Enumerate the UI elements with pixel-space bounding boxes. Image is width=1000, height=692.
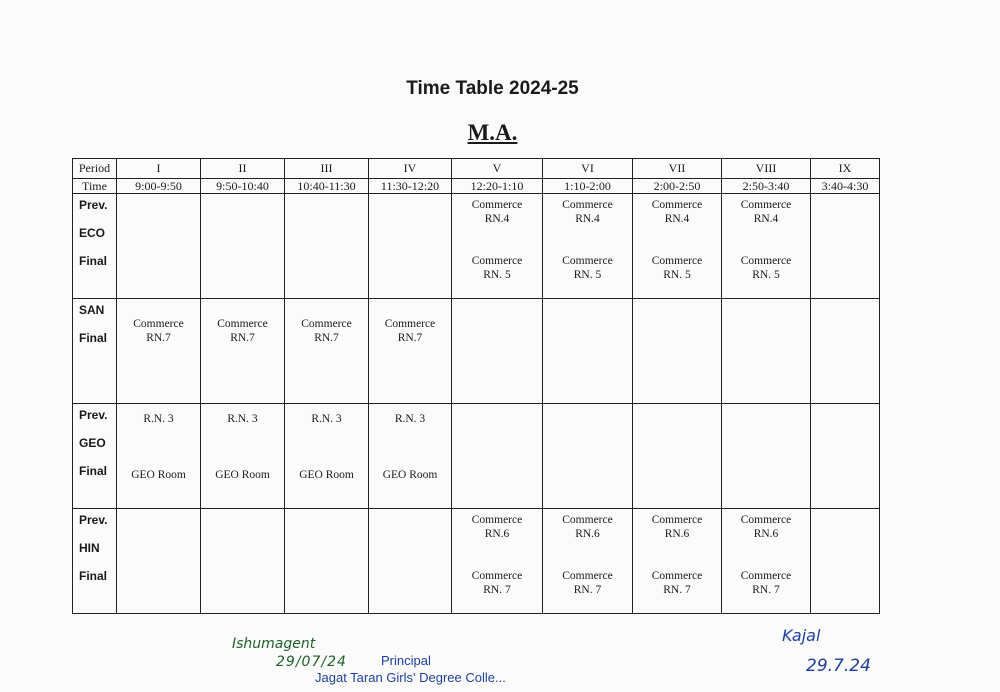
period-header: VII [633,159,722,179]
schedule-cell [811,299,880,404]
period-header: IV [369,159,452,179]
period-header: VIII [722,159,811,179]
subject-label: Final [79,569,108,583]
right-signature-text: Kajal [782,626,821,645]
cell-room-bottom: GEO Room [215,469,270,481]
cell-room-top: Commerce RN.6 [740,514,792,540]
period-label: Period [73,159,117,179]
cell-room-top: R.N. 3 [143,413,174,425]
cell-room-top: Commerce RN.4 [740,199,792,225]
left-signature-date: 29/07/24 [276,654,347,670]
subject-label-cell [73,509,117,614]
schedule-cell [201,509,285,614]
subject-label: Final [79,254,108,268]
schedule-cell [722,509,811,614]
time-slot: 2:50-3:40 [722,179,811,194]
cell-room-top: Commerce RN.6 [651,514,703,540]
subject-label: Final [79,331,108,345]
time-slot: 12:20-1:10 [452,179,543,194]
cell-room-bottom: Commerce RN. 5 [471,255,523,281]
subject-row [73,194,880,299]
schedule-cell [633,299,722,404]
right-signature-date: 29.7.24 [806,656,871,676]
subject-label: Prev. [79,198,108,212]
period-header: I [117,159,201,179]
cell-room-bottom: Commerce RN. 5 [651,255,703,281]
schedule-cell [633,509,722,614]
schedule-cell [722,404,811,509]
cell-room-bottom: Commerce RN. 7 [740,570,792,596]
schedule-cell [633,404,722,509]
principal-title: Principal [381,653,431,668]
time-slot: 9:00-9:50 [117,179,201,194]
page-title: Time Table 2024-25 [406,78,579,99]
period-header: III [285,159,369,179]
time-label: Time [73,179,117,194]
cell-room-bottom: Commerce RN. 5 [562,255,613,281]
schedule-cell [452,404,543,509]
cell-room-bottom: Commerce RN. 7 [651,570,703,596]
college-name: Jagat Taran Girls' Degree Colle... [315,670,506,685]
schedule-cell [201,404,285,509]
schedule-cell [452,509,543,614]
schedule-cell [117,299,201,404]
subject-row [73,509,880,614]
schedule-cell [543,404,633,509]
cell-room-top: Commerce RN.4 [471,199,523,225]
subject-row [73,404,880,509]
cell-room-top: R.N. 3 [311,413,342,425]
cell-room-bottom: GEO Room [131,469,186,481]
time-slot: 10:40-11:30 [285,179,369,194]
schedule-cell [369,404,452,509]
schedule-cell [633,194,722,299]
schedule-cell [452,194,543,299]
header-row [73,159,880,179]
cell-room-top: Commerce RN.7 [217,318,268,344]
schedule-cell [369,194,452,299]
page-subtitle: M.A. [467,120,518,145]
cell-room-top: R.N. 3 [227,413,258,425]
time-slot: 11:30-12:20 [369,179,452,194]
subject-label: GEO [79,436,106,450]
subject-label: ECO [79,226,106,240]
schedule-cell [722,194,811,299]
subject-label-cell [73,299,117,404]
schedule-cell [201,299,285,404]
cell-room-top: Commerce RN.6 [471,514,523,540]
subject-label-cell [73,194,117,299]
subject-row [73,299,880,404]
schedule-cell [285,404,369,509]
schedule-cell [543,299,633,404]
cell-room-bottom: Commerce RN. 7 [471,570,523,596]
schedule-cell [543,194,633,299]
schedule-cell [452,299,543,404]
schedule-cell [369,299,452,404]
period-header: IX [811,159,880,179]
schedule-cell [285,299,369,404]
time-slot: 2:00-2:50 [633,179,722,194]
schedule-cell [722,299,811,404]
time-row [73,179,880,194]
schedule-cell [285,509,369,614]
subject-label: SAN [79,303,105,317]
period-header: V [452,159,543,179]
principal-stamp [315,652,506,686]
cell-room-bottom: GEO Room [299,469,354,481]
left-signature-text: Ishumagent [232,636,316,652]
cell-room-top: Commerce RN.4 [562,199,613,225]
schedule-cell [369,509,452,614]
schedule-cell [117,194,201,299]
subject-label: Prev. [79,513,108,527]
schedule-cell [285,194,369,299]
cell-room-top: Commerce RN.6 [562,514,613,540]
timetable [72,158,880,614]
schedule-cell [117,509,201,614]
cell-room-top: Commerce RN.4 [651,199,703,225]
period-header: VI [543,159,633,179]
time-slot: 9:50-10:40 [201,179,285,194]
schedule-cell [811,194,880,299]
time-slot: 1:10-2:00 [543,179,633,194]
cell-room-bottom: Commerce RN. 7 [562,570,613,596]
subject-label: Final [79,464,108,478]
schedule-cell [201,194,285,299]
cell-room-top: R.N. 3 [394,413,426,425]
signature-right [782,626,871,676]
cell-room-bottom: GEO Room [382,469,438,481]
cell-room-top: Commerce RN.7 [133,318,184,344]
subject-label: HIN [79,541,100,555]
period-header: II [201,159,285,179]
cell-room-top: Commerce RN.7 [384,318,436,344]
subject-label: Prev. [79,408,108,422]
schedule-cell [811,404,880,509]
schedule-cell [811,509,880,614]
time-slot: 3:40-4:30 [811,179,880,194]
schedule-cell [117,404,201,509]
subject-label-cell [73,404,117,509]
schedule-cell [543,509,633,614]
signature-left [232,636,347,670]
cell-room-top: Commerce RN.7 [301,318,352,344]
cell-room-bottom: Commerce RN. 5 [740,255,792,281]
